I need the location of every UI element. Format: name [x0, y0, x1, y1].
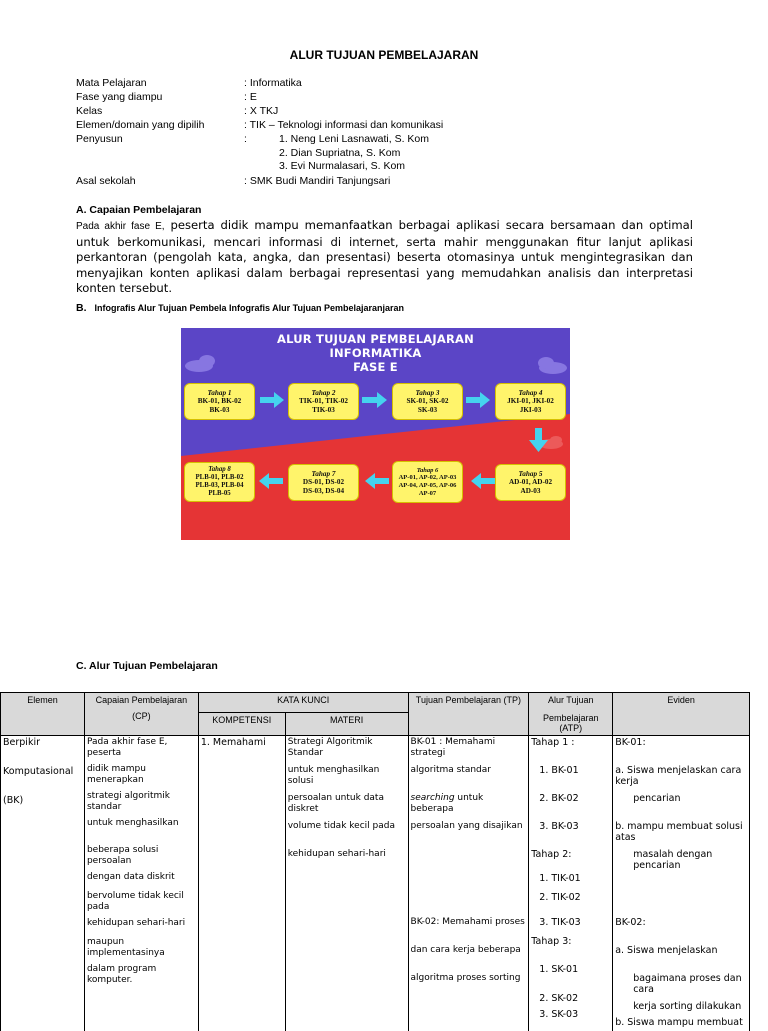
cell-kompetensi: [198, 736, 285, 1031]
elemen-line: (BK): [3, 794, 82, 809]
tp-line: BK-01 : Memahami strategi: [411, 736, 527, 764]
eviden-line: kerja sorting dilakukan: [615, 1000, 747, 1016]
atp-line: 2. BK-02: [531, 792, 610, 820]
materi-line: kehidupan sehari-hari: [288, 848, 406, 863]
author-item: 2. Dian Supriatna, S. Kom: [279, 147, 429, 161]
elemen-line: Komputasional: [3, 765, 82, 794]
tp-line: algoritma standar: [411, 764, 527, 792]
eviden-line: a. Siswa menjelaskan cara kerja: [615, 764, 747, 792]
tp-line: dan cara kerja beberapa: [411, 944, 527, 972]
atp-line: 2. TIK-02: [531, 891, 610, 916]
stage-name: Tahap 5: [497, 470, 564, 478]
stage-code: SK-01, SK-02: [394, 397, 461, 405]
header-materi: MATERI: [285, 712, 408, 735]
meta-label: Mata Pelajaran: [76, 77, 246, 90]
section-a-lead: Pada akhir fase E,: [76, 221, 165, 232]
stage-box-3: [392, 383, 463, 420]
meta-value: : X TKJ: [244, 105, 278, 118]
stage-code: AP-01, AP-02, AP-03: [394, 474, 461, 482]
page-title: ALUR TUJUAN PEMBELAJARAN: [0, 48, 768, 62]
stage-code: PLB-03, PLB-04: [186, 482, 253, 490]
stage-box-1: [184, 383, 255, 420]
cp-line: dalam program komputer.: [87, 963, 196, 994]
meta-label: Elemen/domain yang dipilih: [76, 119, 246, 132]
stage-code: PLB-01, PLB-02: [186, 474, 253, 482]
stage-box-2: [288, 383, 359, 420]
stage-code: AP-04, AP-05, AP-06: [394, 482, 461, 490]
tp-line: BK-02: Memahami proses: [411, 916, 527, 944]
tp-text: untuk beberapa: [411, 793, 484, 814]
header-atp-line: (ATP): [531, 723, 610, 733]
stage-code: TIK-03: [290, 406, 357, 414]
cp-line: dengan data diskrit: [87, 871, 196, 890]
infographic-title-line: INFORMATIKA: [181, 346, 570, 360]
atp-line: Tahap 2:: [531, 848, 610, 872]
stage-name: Tahap 7: [290, 470, 357, 478]
stage-code: JKI-03: [497, 406, 564, 414]
stage-name: Tahap 2: [290, 389, 357, 397]
header-cp: [84, 693, 198, 736]
stage-code: BK-01, BK-02: [186, 397, 253, 405]
eviden-line: pencarian: [615, 792, 747, 820]
header-eviden: Eviden: [613, 693, 750, 736]
infographic-title-line: FASE E: [181, 360, 570, 374]
table-row: [1, 736, 750, 1031]
author-list: [279, 133, 429, 174]
stage-box-4: [495, 383, 566, 420]
meta-label: Fase yang diampu: [76, 91, 246, 104]
meta-label: Kelas: [76, 105, 246, 118]
header-cp-line: (CP): [87, 711, 196, 721]
header-atp: [529, 693, 613, 736]
cell-elemen: [1, 736, 85, 1031]
section-c-heading: C. Alur Tujuan Pembelajaran: [76, 660, 218, 672]
header-cp-line: Capaian Pembelajaran: [87, 695, 196, 711]
stage-code: BK-03: [186, 406, 253, 414]
cp-line: bervolume tidak kecil pada: [87, 890, 196, 917]
meta-label: Asal sekolah: [76, 175, 246, 188]
stage-code: JKI-01, JKI-02: [497, 397, 564, 405]
meta-label: Penyusun: [76, 133, 246, 146]
kompetensi-line: 1. Memahami: [201, 736, 283, 751]
stage-box-6: [392, 461, 463, 503]
atp-line: 1. SK-01: [531, 963, 610, 992]
stage-name: Tahap 6: [394, 467, 461, 475]
meta-value: : Informatika: [244, 77, 302, 90]
stage-box-5: [495, 464, 566, 501]
stage-code: PLB-05: [186, 490, 253, 498]
cp-line: beberapa solusi persoalan: [87, 844, 196, 871]
cell-materi: [285, 736, 408, 1031]
header-atp-line: Pembelajaran: [531, 713, 610, 723]
stage-name: Tahap 4: [497, 389, 564, 397]
eviden-line: bagaimana proses dan cara: [615, 972, 747, 1000]
infographic: [181, 328, 570, 540]
atp-line: 3. BK-03: [531, 820, 610, 848]
cp-line: didik mampu menerapkan: [87, 763, 196, 790]
stage-code: SK-03: [394, 406, 461, 414]
stage-name: Tahap 1: [186, 389, 253, 397]
cell-eviden: [613, 736, 750, 1031]
meta-value: : E: [244, 91, 257, 104]
stage-name: Tahap 8: [186, 466, 253, 474]
tp-line: persoalan yang disajikan: [411, 820, 527, 916]
cp-line: untuk menghasilkan: [87, 817, 196, 844]
cp-line: kehidupan sehari-hari: [87, 917, 196, 936]
atp-line: 3. SK-03: [531, 1008, 610, 1023]
stage-code: DS-03, DS-04: [290, 487, 357, 495]
eviden-line: masalah dengan pencarian: [615, 848, 747, 916]
eviden-line: BK-02:: [615, 916, 747, 944]
infographic-title: [181, 332, 570, 374]
header-atp-line: Alur Tujuan: [531, 695, 610, 713]
eviden-line: BK-01:: [615, 736, 747, 764]
cell-cp: [84, 736, 198, 1031]
section-b-bullet: B.: [76, 302, 87, 314]
atp-line: 3. TIK-03: [531, 916, 610, 935]
cell-tp: [408, 736, 529, 1031]
eviden-line: b. mampu membuat solusi atas: [615, 820, 747, 848]
section-b-title: Infografis Alur Tujuan Pembela Infografis Alur Tujuan Pembelajaranjaran: [95, 303, 405, 313]
section-a-paragraph: [76, 218, 693, 297]
section-b-heading: [76, 302, 404, 314]
stage-code: DS-01, DS-02: [290, 478, 357, 486]
section-a-heading: A. Capaian Pembelajaran: [76, 204, 201, 216]
header-kata-kunci: KATA KUNCI: [198, 693, 408, 713]
header-elemen: Elemen: [1, 693, 85, 736]
stage-code: TIK-01, TIK-02: [290, 397, 357, 405]
meta-value: : SMK Budi Mandiri Tanjungsari: [244, 175, 390, 188]
tp-italic: searching: [411, 793, 455, 803]
stage-code: AD-03: [497, 487, 564, 495]
stage-code: AD-01, AD-02: [497, 478, 564, 486]
tp-line: algoritma proses sorting: [411, 972, 527, 1000]
stage-code: AP-07: [394, 490, 461, 498]
materi-line: untuk menghasilkan solusi: [288, 764, 406, 792]
header-kompetensi: KOMPETENSI: [198, 712, 285, 735]
atp-line: Tahap 3:: [531, 935, 610, 963]
atp-line: 1. BK-01: [531, 764, 610, 792]
meta-value: : TIK – Teknologi informasi dan komunikasi: [244, 119, 443, 132]
materi-line: volume tidak kecil pada: [288, 820, 406, 848]
infographic-title-line: ALUR TUJUAN PEMBELAJARAN: [181, 332, 570, 346]
materi-line: persoalan untuk data diskret: [288, 792, 406, 820]
stage-name: Tahap 3: [394, 389, 461, 397]
atp-line: 2. SK-02: [531, 992, 610, 1008]
stage-box-8: [184, 462, 255, 502]
cp-line: maupun implementasinya: [87, 936, 196, 963]
stage-box-7: [288, 464, 359, 501]
author-item: 3. Evi Nurmalasari, S. Kom: [279, 160, 429, 174]
cell-atp: [529, 736, 613, 1031]
eviden-line: b. Siswa mampu membuat: [615, 1016, 747, 1031]
materi-line: Strategi Algoritmik Standar: [288, 736, 406, 764]
table-header-row: [1, 693, 750, 713]
author-item: 1. Neng Leni Lasnawati, S. Kom: [279, 133, 429, 147]
atp-line: 1. TIK-01: [531, 872, 610, 891]
atp-table: [0, 692, 750, 1031]
tp-line: [411, 792, 527, 820]
elemen-line: Berpikir: [3, 736, 82, 765]
meta-value: :: [244, 133, 247, 146]
eviden-line: a. Siswa menjelaskan: [615, 944, 747, 972]
atp-line: Tahap 1 :: [531, 736, 610, 764]
section-a-text: peserta didik mampu memanfaatkan berbagai aplikasi secara bersamaan dan optimal untuk berkomunikasi, mencari informasi di internet, serta mahir menggunakan fitur lanjut aplikasi perkantoran (pengolah kata, angka, dan presentasi) beserta otomasinya untuk mengintegrasikan dan menyajikan konten aplikasi dalam berbagai representasi yang memudahkan analisis dan interpretasi konten tersebut.: [76, 218, 693, 295]
header-tp: Tujuan Pembelajaran (TP): [408, 693, 529, 736]
cp-line: Pada akhir fase E, peserta: [87, 736, 196, 763]
cp-line: strategi algoritmik standar: [87, 790, 196, 817]
